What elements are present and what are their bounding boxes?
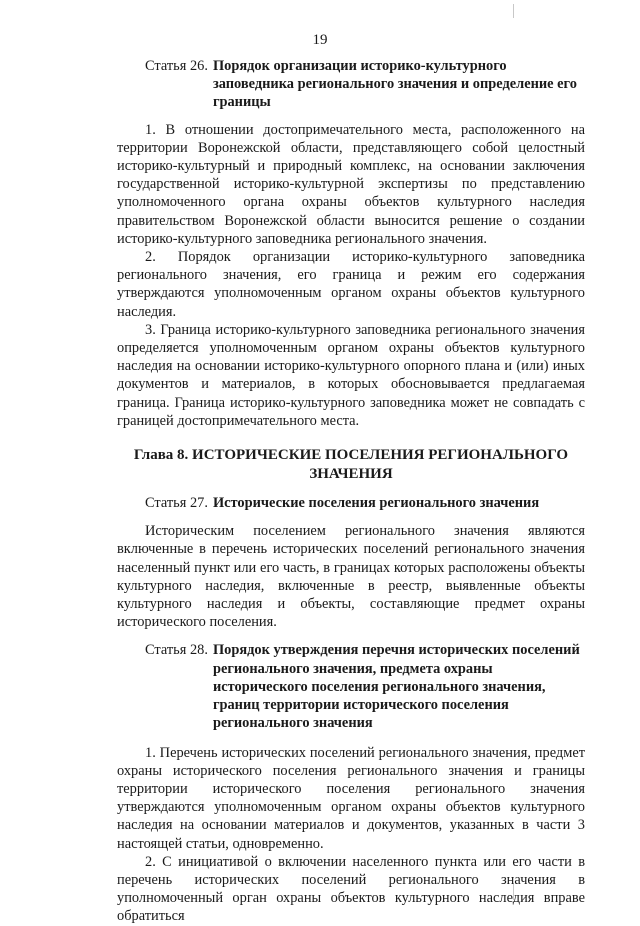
article-28-paragraph-2: 2. С инициативой о включении населенного пункта или его части в перечень исторических поселений регионального значения в уполномоченный орган охраны объектов культурного наследия вправе обратиться (117, 853, 585, 925)
page-number: 19 (312, 32, 328, 48)
article-27-title: Исторические поселения регионального значения (212, 495, 540, 512)
scan-artifact-top (513, 4, 514, 18)
article-27-heading (117, 494, 585, 512)
article-26-paragraph-3: 3. Граница историко-культурного заповедника регионального значения определяется уполномоченным органом охраны объектов культурного наследия на основании историко-культурного опорного плана и (или) иных документов и материалов, в которых обосновывается предлагаемая граница. Граница историко-культурного заповедника может не совпадать с границей достопримечательного места. (117, 321, 585, 429)
article-26-paragraph-2: 2. Порядок организации историко-культурного заповедника регионального значения, его граница и режим его содержания утверждаются уполномоченным органом охраны объектов культурного наследия. (117, 249, 585, 320)
article-28-number: Статья 28. (145, 642, 208, 659)
article-26-number: Статья 26. (145, 58, 208, 74)
article-26-paragraph-1: 1. В отношении достопримечательного места, расположенного на территории Воронежской области, представляющего собой целостный историко-культурный и природный комплекс, на основании заключения государственной историко-культурной экспертизы по представлению уполномоченного органа охраны объектов культурного наследия правительством Воронежской области выносится решение о создании историко-культурного заповедника регионального значения. (117, 121, 585, 247)
chapter-8-heading: Глава 8. ИСТОРИЧЕСКИЕ ПОСЕЛЕНИЯ РЕГИОНАЛЬНОГО ЗНАЧЕНИЯ (133, 447, 569, 483)
article-28-title: Порядок утверждения перечня исторических поселений регионального значения, предмета охраны исторического поселения регионального значения, границ территории исторического поселения регионального значения (212, 642, 580, 732)
article-28-paragraph-1: 1. Перечень исторических поселений регионального значения, предмет охраны исторического поселения регионального значения и границы территории исторического поселения регионального значения утверждаются уполномоченным органом охраны объектов культурного наследия на основании материалов и документов, указанных в части 3 настоящей статьи, одновременно. (117, 744, 585, 852)
article-28-heading (117, 641, 585, 732)
article-26-heading (117, 57, 585, 112)
article-27-number: Статья 27. (145, 495, 208, 512)
article-27-paragraph-1: Историческим поселением регионального значения являются включенные в перечень исторических поселений регионального значения населенный пункт или его часть, в границах которых расположены объекты культурного наследия, включенные в реестр, выявленные объекты культурного наследия и объекты, составляющие предмет охраны исторического поселения. (117, 523, 585, 631)
article-26-title: Порядок организации историко-культурного заповедника регионального значения и определение его границы (212, 58, 577, 111)
spacer (117, 631, 585, 641)
document-body (117, 57, 585, 926)
